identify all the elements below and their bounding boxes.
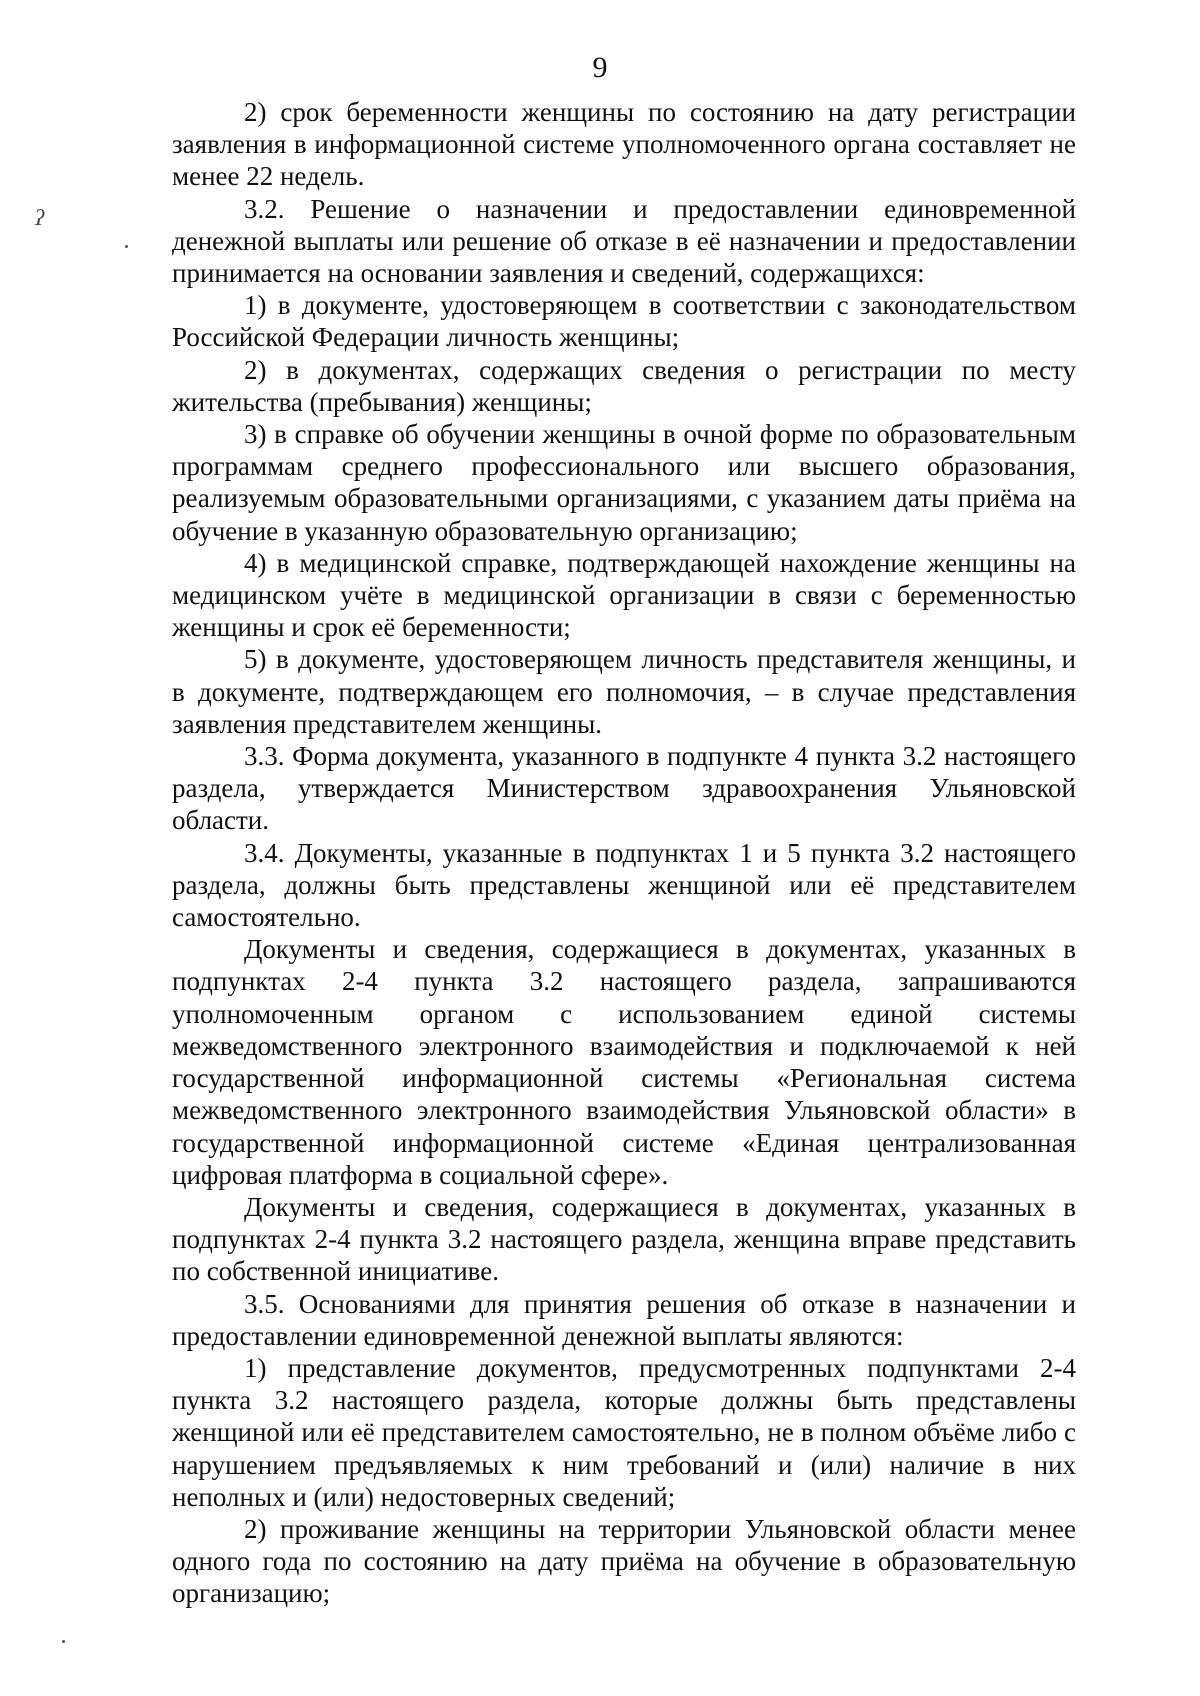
- paragraph-3-2-item-1: 1) в документе, удостоверяющем в соответствии с законодательством Российской Федерации личность женщины;: [172, 290, 1076, 353]
- paragraph-3-4-requests: Документы и сведения, содержащиеся в документах, указанных в подпунктах 2-4 пункта 3.2 настоящего раздела, запрашиваются уполномоченным органом с использованием единой системы межведомственного электронного взаимодействия и подключаемой к ней государственной информационной системы «Региональная система межведомственного электронного взаимодействия Ульяновской области» в государственной информационной системе «Единая централизованная цифровая платформа в социальной сфере».: [172, 934, 1076, 1190]
- page-number: 9: [592, 51, 608, 84]
- paragraph-term-of-pregnancy: 2) срок беременности женщины по состоянию на дату регистрации заявления в информационной системе уполномоченного органа составляет не менее 22 недель.: [172, 97, 1076, 192]
- paragraph-3-2-item-5: 5) в документе, удостоверяющем личность представителя женщины, и в документе, подтверждающем его полномочия, – в случае представления заявления представителем женщины.: [172, 644, 1076, 739]
- paragraph-3-3: 3.3. Форма документа, указанного в подпункте 4 пункта 3.2 настоящего раздела, утверждается Министерством здравоохранения Ульяновской области.: [172, 741, 1076, 836]
- scan-speck: [125, 245, 128, 248]
- paragraph-3-5-item-1: 1) представление документов, предусмотренных подпунктами 2-4 пункта 3.2 настоящего раздела, которые должны быть представлены женщиной или её представителем самостоятельно, не в полном объёме либо с нарушением предъявляемых к ним требований и (или) наличие в них неполных и (или) недостоверных сведений;: [172, 1352, 1076, 1512]
- document-body: [172, 96, 1076, 1610]
- paragraph-3-2-item-3: 3) в справке об обучении женщины в очной форме по образовательным программам среднего профессионального или высшего образования, реализуемым образовательными организациями, с указанием даты приёма на обучение в указанную образовательную организацию;: [172, 419, 1076, 546]
- paragraph-3-4-own-initiative: Документы и сведения, содержащиеся в документах, указанных в подпунктах 2-4 пункта 3.2 настоящего раздела, женщина вправе представить по собственной инициативе.: [172, 1191, 1076, 1287]
- paragraph-3-2-item-4: 4) в медицинской справке, подтверждающей нахождение женщины на медицинском учёте в медицинской организации в связи с беременностью женщины и срок её беременности;: [172, 547, 1076, 643]
- scan-speck: [62, 1640, 65, 1643]
- paragraph-3-2-item-2: 2) в документах, содержащих сведения о регистрации по месту жительства (пребывания) женщины;: [172, 354, 1076, 417]
- margin-mark: ʔ: [35, 205, 45, 230]
- paragraph-3-4: 3.4. Документы, указанные в подпунктах 1 и 5 пункта 3.2 настоящего раздела, должны быть представлены женщиной или её представителем самостоятельно.: [172, 837, 1076, 933]
- paragraph-3-5: 3.5. Основаниями для принятия решения об отказе в назначении и предоставлении единовременной денежной выплаты являются:: [172, 1288, 1076, 1351]
- paragraph-3-2: 3.2. Решение о назначении и предоставлении единовременной денежной выплаты или решение об отказе в её назначении и предоставлении принимается на основании заявления и сведений, содержащихся:: [172, 193, 1076, 289]
- paragraph-3-5-item-2: 2) проживание женщины на территории Ульяновской области менее одного года по состоянию на дату приёма на обучение в образовательную организацию;: [172, 1513, 1076, 1609]
